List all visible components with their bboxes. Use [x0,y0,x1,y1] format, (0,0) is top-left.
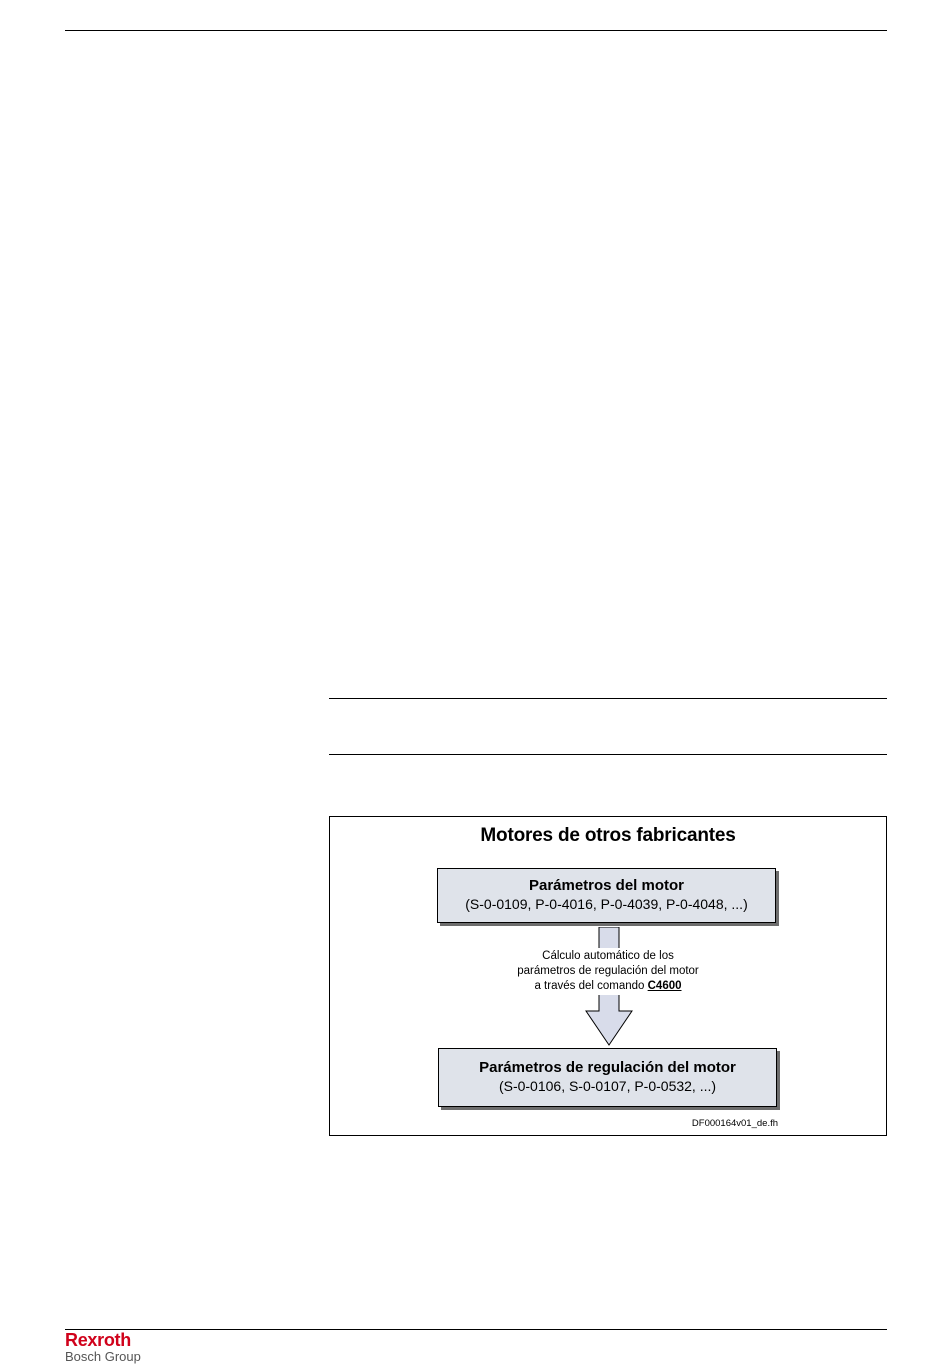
regulation-parameters-list: (S-0-0106, S-0-0107, P-0-0532, ...) [498,1078,717,1094]
calculation-line-1: Cálculo automático de los [542,950,674,962]
calculation-prefix: a través del comando [534,980,645,992]
footer-rule [65,1329,887,1330]
regulation-parameters-title: Parámetros de regulación del motor [479,1059,736,1076]
note-divider-top [329,698,887,699]
command-code: C4600 [647,980,682,992]
figure-diagram [329,816,887,1136]
calculation-line-2: parámetros de regulación del motor [517,965,699,977]
motor-parameters-box [437,868,776,923]
figure-title: Motores de otros fabricantes [480,825,736,846]
figure-reference: DF000164v01_de.fh [691,1118,778,1129]
logo-brand: Rexroth [65,1330,131,1350]
logo-group: Bosch Group [65,1349,141,1364]
calculation-line-3 [330,979,886,994]
motor-parameters-title: Parámetros del motor [528,877,685,894]
header-rule [65,30,887,31]
rexroth-logo [65,1330,141,1364]
note-divider-bottom [329,754,887,755]
regulation-parameters-box [438,1048,777,1107]
calculation-description [330,949,886,994]
motor-parameters-list: (S-0-0109, P-0-4016, P-0-4039, P-0-4048, ...) [465,896,748,912]
